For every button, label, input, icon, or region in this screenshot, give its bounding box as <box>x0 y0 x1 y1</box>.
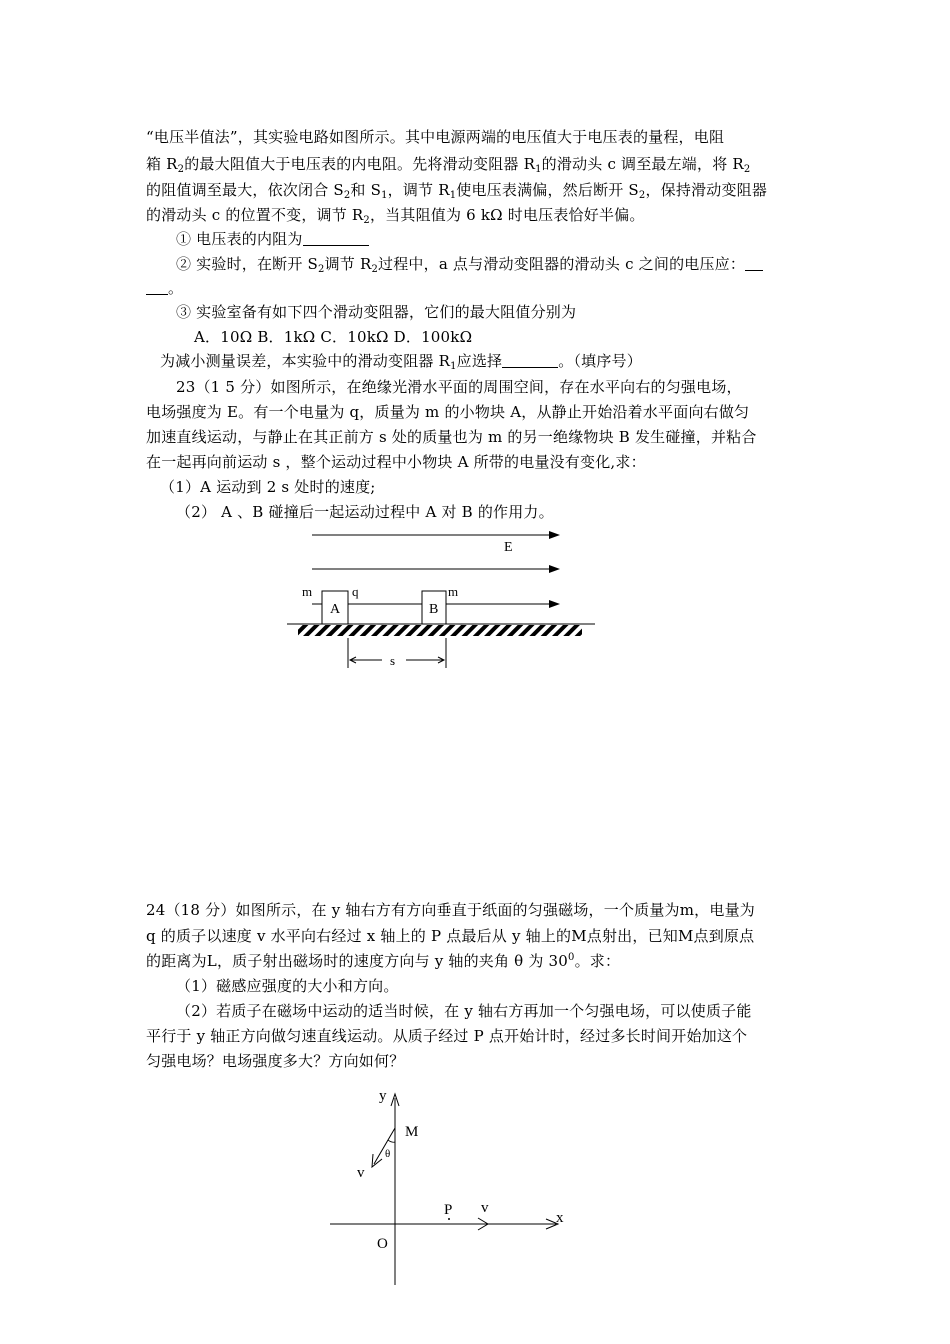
p22-line-4: 的滑动头 c 的位置不变，调节 $R_2$，当其阻值为 6 kΩ 时电压表恰好半偏。 <box>146 206 645 226</box>
velocity-label-left: v <box>357 1165 365 1181</box>
exit-velocity-arrow-icon <box>372 1154 382 1167</box>
block-B-label: B <box>429 602 439 617</box>
field-label-E: E <box>504 540 513 555</box>
angle-arc <box>388 1140 395 1142</box>
p22-question-3: ③ 实验室备有如下四个滑动变阻器，它们的最大阻值分别为 <box>176 303 577 321</box>
charge-label-q: q <box>352 584 359 599</box>
p24-question-2: （2）若质子在磁场中运动的适当时候，在 y 轴右方再加一个匀强电场，可以使质子能 <box>176 1002 752 1020</box>
point-P-label: P <box>444 1202 453 1218</box>
point-M-label: M <box>405 1124 419 1140</box>
p22-question-1: ① 电压表的内阻为 <box>176 229 840 249</box>
angle-theta-label: θ <box>385 1148 391 1160</box>
distance-label-s: s <box>390 653 396 668</box>
p22-question-2-cont: 。 <box>146 278 810 298</box>
p22-line-3: 的阻值调至最大，依次闭合 $S_2$和 $S_1$，调节 $R_1$使电压表满偏，然后断开 $S_2$，保持滑动变阻器 <box>146 181 768 201</box>
p23-question-2: （2） A 、B 碰撞后一起运动过程中 A 对 B 的作用力。 <box>176 503 554 521</box>
p23-line-2: 电场强度为 E。有一个电量为 q，质量为 m 的小物块 A，从静止开始沿着水平面向右做匀 <box>146 403 750 421</box>
p23-line-3: 加速直线运动，与静止在其正前方 s 处的质量也为 m 的另一绝缘物块 B 发生碰撞，并粘合 <box>146 428 757 446</box>
origin-label: O <box>377 1236 388 1252</box>
p23-line-1: 23（1 5 分）如图所示，在绝缘光滑水平面的周围空间，存在水平向右的匀强电场， <box>176 378 742 396</box>
p22-line-2: 箱 $R_2$的最大阻值大于电压表的内电阻。先将滑动变阻器 $R_1$的滑动头 c 调至最左端，将 $R_2$ <box>146 155 751 175</box>
mass-label-A: m <box>302 584 313 599</box>
block-A-label: A <box>330 602 341 617</box>
p22-line-1: “电压半值法”，其实验电路如图所示。其中电源两端的电压值大于电压表的量程，电阻 <box>146 128 725 146</box>
p22-options: A．10Ω B．1kΩ C．10kΩ D．100kΩ <box>194 328 473 346</box>
velocity-label-right: v <box>481 1200 489 1216</box>
p22-ask: 为减小测量误差，本实验中的滑动变阻器 $R_1$应选择 。（填序号） <box>160 352 642 372</box>
y-axis-label: y <box>379 1088 387 1104</box>
point-P-dot <box>448 1218 450 1220</box>
x-axis-label: x <box>556 1210 564 1226</box>
p24-question-2-line-3: 匀强电场？电场强度多大？方向如何？ <box>146 1052 405 1070</box>
p23-line-4: 在一起再向前运动 s ，整个运动过程中小物块 A 所带的电量没有变化,求： <box>146 453 646 471</box>
p24-line-1: 24（18 分）如图所示，在 y 轴右方有方向垂直于纸面的匀强磁场，一个质量为m，电量为 <box>146 901 755 919</box>
p22-question-2: ② 实验时，在断开 $S_2$调节 $R_2$过程中，a 点与滑动变阻器的滑动头 c 之间的电压应： <box>176 254 840 274</box>
mass-label-B: m <box>448 584 459 599</box>
p23-question-1: （1）A 运动到 2 s 处时的速度; <box>160 478 376 496</box>
p24-question-1: （1）磁感应强度的大小和方向。 <box>176 977 399 995</box>
p24-line-2: q 的质子以速度 v 水平向右经过 x 轴上的 P 点最后从 y 轴上的M点射出，已知M点到原点 <box>146 927 755 945</box>
p24-line-3: 的距离为L，质子射出磁场时的速度方向与 y 轴的夹角 θ 为 $30^0$。求： <box>146 952 621 970</box>
p24-question-2-line-2: 平行于 y 轴正方向做匀速直线运动。从质子经过 P 点开始计时，经过多长时间开始加这个 <box>146 1027 748 1045</box>
